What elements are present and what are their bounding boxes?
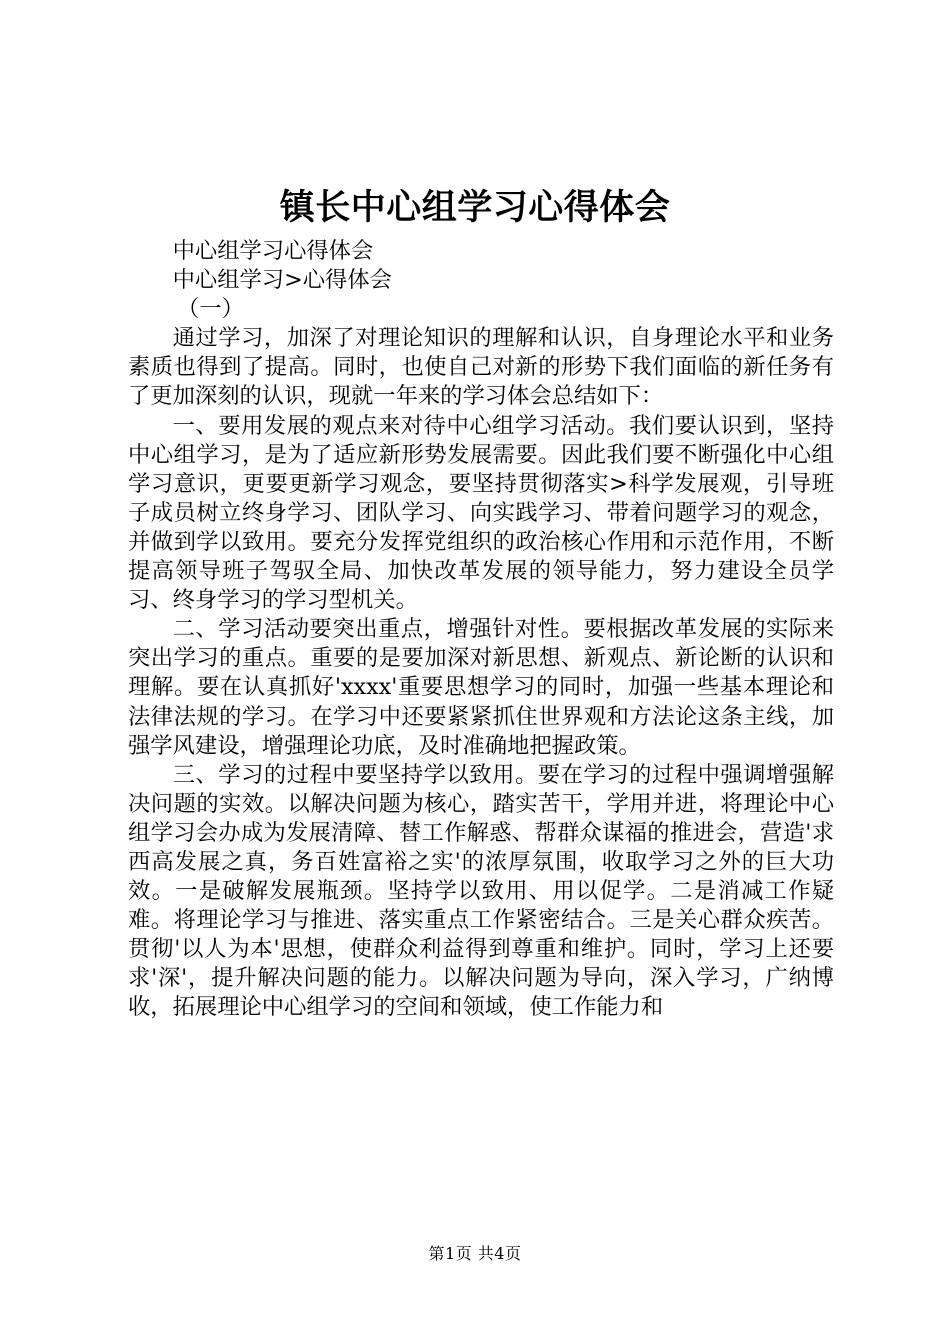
paragraph: 三、学习的过程中要坚持学以致用。要在学习的过程中强调增强解决问题的实效。以解决问题为核心，踏实苦干，学用并进，将理论中心组学习会办成为发展清障、替工作解惑、帮群众谋福的推进会，营造'求西高发展之真，务百姓富裕之实'的浓厚氛围，收取学习之外的巨大功效。一是破解发展瓶颈。坚持学以致用、用以促学。二是消减工作疑难。将理论学习与推进、落实重点工作紧密结合。三是关心群众疾苦。贯彻'以人为本'思想，使群众利益得到尊重和维护。同时，学习上还要求'深'，提升解决问题的能力。以解决问题为导向，深入学习，广纳博收，拓展理论中心组学习的空间和领域，使工作能力和	[128, 761, 834, 1021]
document-body	[128, 237, 834, 1023]
subtitle-line: 中心组学习>心得体会	[172, 267, 392, 294]
document-title: 镇长中心组学习心得体会	[279, 188, 671, 228]
paragraph: 一、要用发展的观点来对待中心组学习活动。我们要认识到，坚持中心组学习，是为了适应新形势发展需要。因此我们要不断强化中心组学习意识，更要更新学习观念，要坚持贯彻落实>科学发展观，引导班子成员树立终身学习、团队学习、向实践学习、带着问题学习的观念，并做到学以致用。要充分发挥党组织的政治核心作用和示范作用，不断提高领导班子驾驭全局、加快改革发展的领导能力，努力建设全员学习、终身学习的学习型机关。	[128, 412, 834, 614]
page-footer: 第1页 共4页	[428, 1244, 522, 1263]
subtitle-line: 中心组学习心得体会	[172, 238, 374, 264]
paragraph: 通过学习，加深了对理论知识的理解和认识，自身理论水平和业务素质也得到了提高。同时，也使自己对新的形势下我们面临的新任务有了更加深刻的认识，现就一年来的学习体会总结如下：	[128, 325, 834, 410]
paragraph: 二、学习活动要突出重点，增强针对性。要根据改革发展的实际来突出学习的重点。重要的是要加深对新思想、新观点、新论断的认识和理解。要在认真抓好'xxxx'重要思想学习的同时，加强一些基本理论和法律法规的学习。在学习中还要紧紧抓住世界观和方法论这条主线，加强学风建设，增强理论功底，及时准确地把握政策。	[128, 616, 834, 759]
section-marker: （一）	[177, 296, 244, 323]
